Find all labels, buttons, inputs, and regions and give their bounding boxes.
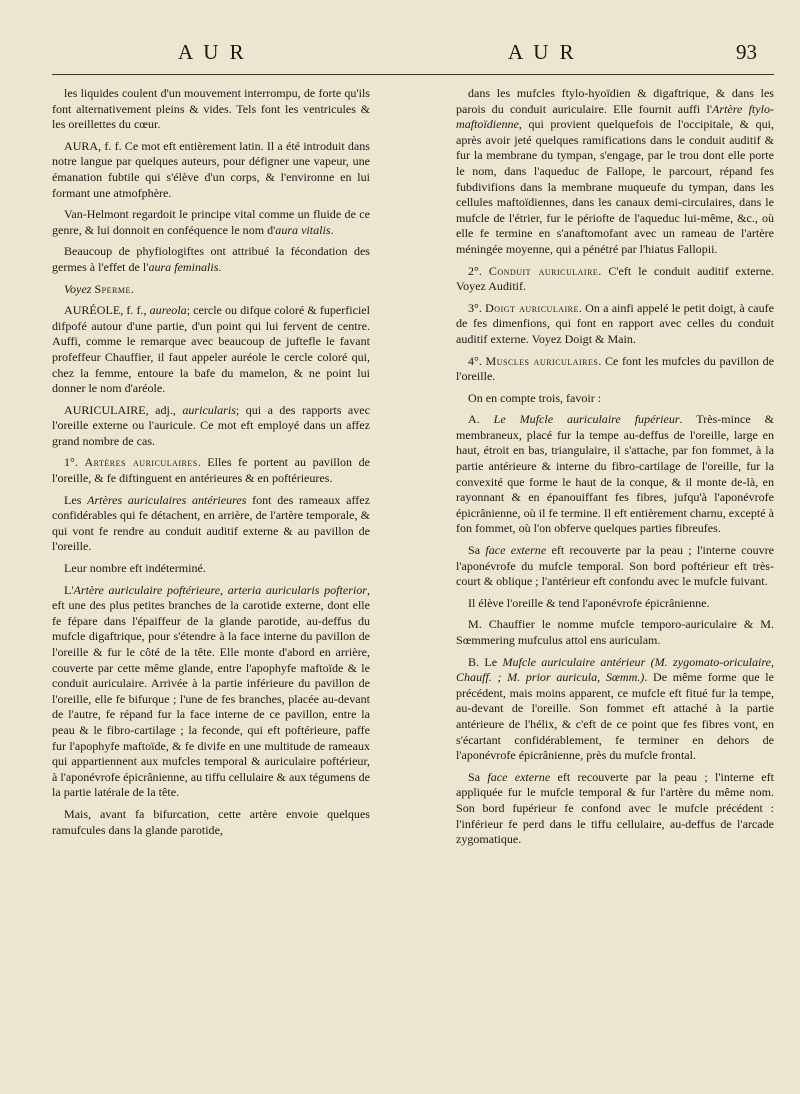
paragraph-text: M. Chauffier le nomme mufcle temporo-auriculaire & M. Sœmmering mufculus attol ens auriculam. [456, 617, 774, 647]
paragraph-text: , eft une des plus petites branches de la carotide externe, dont elle fe fépare dans l'épaiffeur de la glande parotide, au-deffus du mufcle digaftrique, pour s'étendre à la face interne du pavillon de l'oreille & fur le côté de la tête. Elle monte d'abord en arrière, couverte par cette même glande, entre l'apophyfe maftoïde & le conduit auriculaire. Arrivée à la partie inférieure du pavillon de l'oreille, elle fe bifurque ; l'une de fes branches, placée au-devant de l'autre, fe répand fur la face interne de ce pavillon, entre la peau & le fibro-cartilage ; la feconde, qui eft poftérieure, paffe fur l'apophyfe maftoïde, & fe divife en une multitude de rameaux qui appartiennent aux mufcles temporal & auriculaire poftérieur, à l'aponévrofe épicrânienne, au tiffu cellulaire & aux tégumens de la partie latérale de la tête. [52, 582, 370, 800]
paragraph-text: Il élève l'oreille & tend l'aponévrofe épicrânienne. [468, 595, 710, 610]
running-head-right: A U R [508, 40, 577, 64]
section-heading: Doigt auriculaire [485, 300, 579, 315]
paragraph [456, 391, 774, 407]
header-rule [52, 74, 774, 75]
paragraph [456, 596, 774, 612]
section-number: 2°. [468, 263, 489, 278]
italic-term: face externe [487, 769, 551, 784]
italic-term: Artères auriculaires antérieures [87, 492, 247, 507]
paragraph-text: les liquides coulent d'un mouvement interrompu, de forte qu'ils font alternativement pleins & vides. Tels font les ventricules & les oreillettes du cœur. [52, 86, 370, 132]
italic-term: aura feminalis [148, 259, 219, 274]
left-column [52, 86, 370, 1086]
italic-term: Artère auriculaire poftérieure, arteria auricularis pofterior [73, 582, 367, 597]
paragraph-text: A. [468, 412, 494, 427]
italic-term: face externe [485, 543, 547, 558]
paragraph [52, 282, 370, 298]
paragraph [456, 412, 774, 537]
section-number: 3°. [468, 300, 486, 315]
section-heading: Artères auriculaires [84, 455, 198, 470]
italic-term: Artère ftylo-maftoïdienne [456, 101, 774, 132]
paragraph [52, 244, 370, 275]
paragraph-text: . [218, 259, 222, 274]
italic-term: Le Mufcle auriculaire fupérieur [493, 412, 680, 427]
section-heading: Conduit auriculaire [488, 263, 599, 278]
paragraph [456, 86, 774, 258]
cross-reference: Sperme [94, 281, 131, 296]
paragraph-text: Sa [468, 769, 488, 784]
paragraph-text: AURA, f. f. Ce mot eft entièrement latin. Il a été introduit dans notre langue par quelques auteurs, pour défigner une vapeur, une émanation fubtile qui s'élève d'un corps, & l'environne en lui formant une atmofphère. [52, 138, 370, 200]
paragraph [52, 139, 370, 201]
paragraph-text: L' [64, 582, 74, 597]
section-number: 4°. [468, 353, 486, 368]
paragraph-text: ; cercle ou difque coloré & fuperficiel difpofé autour d'une partie, d'un point qui lui fervent de centre. Auffi, comme le remarque avec beaucoup de juftefle le favant profeffeur Chauffier, il faut appeler auréole le cercle coloré qui, chez la femme, entoure la bafe du mamelon, & ne point lui donner le nom d'aréole. [52, 303, 370, 396]
right-column [456, 86, 774, 1086]
paragraph [52, 583, 370, 801]
paragraph-text: . Elles fe portent au pavillon de l'oreille, & fe diftinguent en antérieures & en poftérieures. [52, 455, 370, 486]
paragraph [456, 770, 774, 848]
paragraph-text: AURÉOLE, f. f., [64, 303, 150, 318]
paragraph [456, 655, 774, 764]
paragraph-text: , qui provient quelquefois de l'occipitale, & qui, après avoir jeté quelques ramifications dans le conduit auditif & fur la membrane du tympan, s'engage, par le trou dont elle porte le nom, dans l'aqueduc de Fallope, le parcourt, répand fes fubdivifions dans la membrane muqueufe du tympan, dans les cellules maftoïdiennes, dans les canaux demi-circulaires, dans le mufcle de l'étrier, fur le périofte de l'aqueduc lui-même, &c., où elle fe termine en s'anaftomofant avec un rameau de l'artère méningée moyenne, qui a pénétré par l'hiatus Fallopii. [456, 117, 774, 256]
paragraph [456, 617, 774, 648]
running-head-left: A U R [178, 40, 247, 64]
paragraph [52, 403, 370, 450]
paragraph-text: . De même forme que le précédent, mais moins apparent, ce mufcle eft fitué fur la tempe, au-devant de l'oreille. Son fommet eft attaché à la partie antérieure de l'hélix, & c'eft de ce point que fes fibres vont, en s'écartant confidérablement, fe terminer en dehors de l'aponévrofe épicrânienne, près du mufcle frontal. [456, 670, 774, 763]
paragraph [52, 207, 370, 238]
voyez-label: Voyez [64, 281, 95, 296]
paragraph-text: dans les mufcles ftylo-hyoïdien & digaftrique, & dans les parois du conduit auriculaire. Elle fournit auffi l' [456, 86, 774, 116]
section-number: 1°. [64, 455, 85, 470]
paragraph-text: . On a ainfi appelé le petit doigt, à caufe de fes dimenfions, qui font en rapport avec celles du conduit auditif externe. Voyez Doigt & Main. [456, 300, 774, 346]
paragraph-text: ; qui a des rapports avec l'oreille externe ou l'auricule. Ce mot eft employé dans un affez grand nombre de cas. [52, 402, 370, 448]
paragraph-text: . Très-mince & membraneux, placé fur la tempe au-deffus de l'oreille, large en haut, étroit en bas, triangulaire, il s'attache, par fon fommet, à la partie antérieure & interne du fibro-cartilage de l'oreille, fur la convexité que forme le haut de la conque, & il monte de-là, en rayonnant & en épanouiffant fes fibres, jufqu'à l'aponévrofe épicrânienne, où il fe termine. Il eft entièrement charnu, excepté à fon fommet, où l'on obferve quelques parties fibreufes. [456, 412, 774, 536]
italic-term: aura vitalis [275, 222, 331, 237]
paragraph [52, 303, 370, 397]
paragraph [456, 264, 774, 295]
paragraph-text: . [330, 222, 334, 237]
paragraph-text: . C'eft le conduit auditif externe. Voyez Auditif. [456, 263, 774, 294]
paragraph [52, 493, 370, 555]
paragraph [52, 86, 370, 133]
paragraph-text: font des rameaux affez confidérables qui fe détachent, en arrière, de l'artère temporale, & qui vont fe rendre au conduit auditif externe & au pavillon de l'oreille. [52, 492, 370, 554]
paragraph [456, 301, 774, 348]
page-number: 93 [736, 40, 757, 64]
italic-term: aureola [149, 303, 187, 318]
paragraph-text: Beaucoup de phyfiologiftes ont attribué la fécondation des germes à l'effet de l' [52, 244, 370, 274]
italic-term: Mufcle auriculaire antérieur (M. zygomato-oriculaire, Chauff. ; M. prior auricula, Sœmm.) [456, 654, 774, 685]
paragraph [52, 561, 370, 577]
paragraph-text: Van-Helmont regardoit le principe vital comme un fluide de ce genre, & lui donnoit en conféquence le nom d' [52, 207, 370, 237]
paragraph-text: Mais, avant fa bifurcation, cette artère envoie quelques ramufcules dans la glande parotide, [52, 806, 370, 837]
paragraph [52, 807, 370, 838]
paragraph-text: Les [64, 492, 88, 507]
paragraph-text: eft recouverte par la peau ; l'interne couvre l'aponévrofe du mufcle temporal. Son bord poftérieur eft très-court & oblique ; l'antérieur eft confondu avec le mufcle fuivant. [456, 543, 774, 589]
paragraph [52, 455, 370, 486]
paragraph-text: . [130, 281, 134, 296]
paragraph [456, 543, 774, 590]
paragraph-text: Leur nombre eft indéterminé. [64, 561, 206, 576]
italic-term: auricularis [182, 402, 236, 417]
paragraph-text: . Ce font les mufcles du pavillon de l'oreille. [456, 353, 774, 384]
section-heading: Muscles auriculaires [485, 353, 599, 368]
paragraph-text: On en compte trois, favoir : [468, 390, 602, 405]
paragraph [456, 354, 774, 385]
paragraph-text: B. Le [468, 654, 503, 669]
paragraph-text: eft recouverte par la peau ; l'interne eft appliquée fur le mufcle temporal & fur l'artère du même nom. Son bord fupérieur fe confond avec le mufcle précédent : l'inférieur fe perd dans le tiffu cellulaire, au-deffus de l'arcade zygomatique. [456, 769, 774, 847]
paragraph-text: Sa [468, 543, 486, 558]
paragraph-text: AURICULAIRE, adj., [64, 402, 183, 417]
